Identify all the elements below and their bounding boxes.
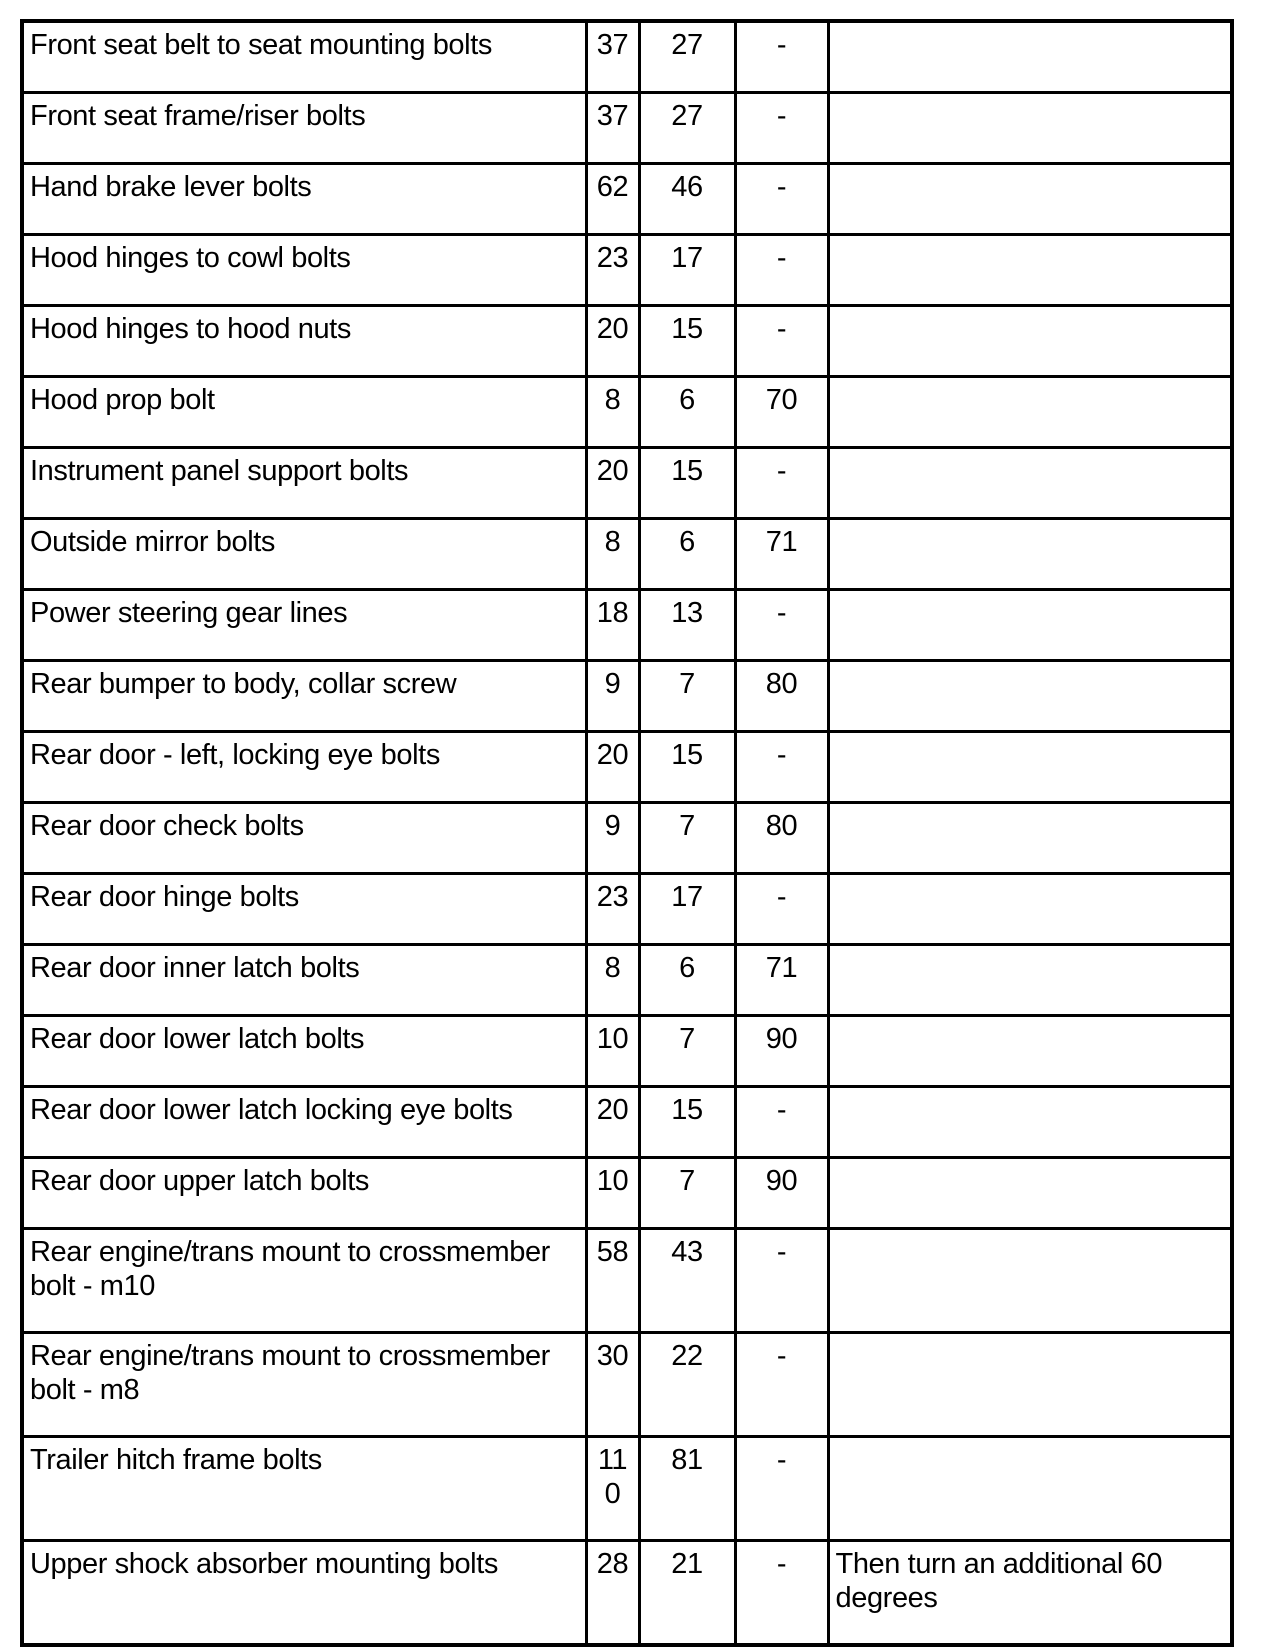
table-row <box>22 1540 1232 1645</box>
table-row <box>22 447 1232 518</box>
torque-inlb-cell: - <box>735 163 828 234</box>
torque-inlb-cell: 90 <box>735 1015 828 1086</box>
torque-nm-cell: 20 <box>586 305 639 376</box>
table-row <box>22 1228 1232 1332</box>
component-cell: Power steering gear lines <box>22 589 586 660</box>
torque-ftlb-cell: 17 <box>639 873 735 944</box>
note-cell <box>828 1015 1232 1086</box>
table-row <box>22 92 1232 163</box>
note-cell <box>828 163 1232 234</box>
torque-nm-cell: 20 <box>586 447 639 518</box>
torque-nm-cell: 9 <box>586 802 639 873</box>
note-cell <box>828 660 1232 731</box>
torque-ftlb-cell: 7 <box>639 802 735 873</box>
table-row <box>22 589 1232 660</box>
torque-ftlb-cell: 43 <box>639 1228 735 1332</box>
component-cell: Hood prop bolt <box>22 376 586 447</box>
note-cell <box>828 1332 1232 1436</box>
torque-spec-table <box>20 19 1234 1647</box>
torque-nm-cell: 37 <box>586 92 639 163</box>
torque-nm-cell: 8 <box>586 944 639 1015</box>
torque-inlb-cell: 71 <box>735 944 828 1015</box>
table-row <box>22 234 1232 305</box>
note-cell <box>828 21 1232 92</box>
note-cell <box>828 1228 1232 1332</box>
table-row <box>22 163 1232 234</box>
torque-nm-cell: 10 <box>586 1157 639 1228</box>
torque-ftlb-cell: 81 <box>639 1436 735 1540</box>
component-cell: Trailer hitch frame bolts <box>22 1436 586 1540</box>
table-row <box>22 1436 1232 1540</box>
torque-nm-cell: 28 <box>586 1540 639 1645</box>
component-cell: Upper shock absorber mounting bolts <box>22 1540 586 1645</box>
note-cell <box>828 92 1232 163</box>
component-cell: Rear engine/trans mount to crossmember bolt - m8 <box>22 1332 586 1436</box>
torque-inlb-cell: - <box>735 731 828 802</box>
torque-inlb-cell: - <box>735 1436 828 1540</box>
torque-inlb-cell: - <box>735 21 828 92</box>
torque-ftlb-cell: 7 <box>639 1015 735 1086</box>
torque-nm-cell: 37 <box>586 21 639 92</box>
torque-inlb-cell: 70 <box>735 376 828 447</box>
table-row <box>22 944 1232 1015</box>
torque-ftlb-cell: 15 <box>639 731 735 802</box>
torque-ftlb-cell: 27 <box>639 92 735 163</box>
note-cell <box>828 305 1232 376</box>
component-cell: Instrument panel support bolts <box>22 447 586 518</box>
note-cell <box>828 234 1232 305</box>
note-cell <box>828 731 1232 802</box>
note-cell <box>828 447 1232 518</box>
note-cell <box>828 589 1232 660</box>
torque-ftlb-cell: 6 <box>639 376 735 447</box>
component-cell: Hand brake lever bolts <box>22 163 586 234</box>
torque-inlb-cell: - <box>735 447 828 518</box>
component-cell: Rear door check bolts <box>22 802 586 873</box>
component-cell: Rear door lower latch bolts <box>22 1015 586 1086</box>
note-cell <box>828 376 1232 447</box>
note-cell <box>828 802 1232 873</box>
torque-inlb-cell: - <box>735 1332 828 1436</box>
torque-ftlb-cell: 15 <box>639 305 735 376</box>
torque-inlb-cell: - <box>735 873 828 944</box>
note-cell <box>828 1436 1232 1540</box>
torque-ftlb-cell: 22 <box>639 1332 735 1436</box>
torque-inlb-cell: - <box>735 1228 828 1332</box>
component-cell: Front seat belt to seat mounting bolts <box>22 21 586 92</box>
torque-ftlb-cell: 13 <box>639 589 735 660</box>
note-cell <box>828 873 1232 944</box>
table-row <box>22 305 1232 376</box>
note-cell <box>828 1086 1232 1157</box>
table-row <box>22 1086 1232 1157</box>
component-cell: Hood hinges to cowl bolts <box>22 234 586 305</box>
torque-inlb-cell: 90 <box>735 1157 828 1228</box>
torque-inlb-cell: 80 <box>735 802 828 873</box>
torque-nm-cell: 8 <box>586 518 639 589</box>
torque-inlb-cell: 80 <box>735 660 828 731</box>
table-row <box>22 1157 1232 1228</box>
torque-inlb-cell: - <box>735 1086 828 1157</box>
torque-ftlb-cell: 17 <box>639 234 735 305</box>
torque-nm-cell: 9 <box>586 660 639 731</box>
torque-nm-cell: 62 <box>586 163 639 234</box>
torque-nm-cell: 10 <box>586 1015 639 1086</box>
torque-nm-cell: 23 <box>586 234 639 305</box>
torque-inlb-cell: 71 <box>735 518 828 589</box>
torque-nm-cell: 23 <box>586 873 639 944</box>
table-row <box>22 1332 1232 1436</box>
torque-nm-cell: 30 <box>586 1332 639 1436</box>
torque-inlb-cell: - <box>735 234 828 305</box>
table-row <box>22 731 1232 802</box>
torque-nm-cell: 8 <box>586 376 639 447</box>
note-cell <box>828 944 1232 1015</box>
component-cell: Rear door hinge bolts <box>22 873 586 944</box>
note-cell <box>828 518 1232 589</box>
torque-ftlb-cell: 21 <box>639 1540 735 1645</box>
table-row <box>22 873 1232 944</box>
torque-nm-cell: 110 <box>586 1436 639 1540</box>
component-cell: Rear engine/trans mount to crossmember bolt - m10 <box>22 1228 586 1332</box>
component-cell: Rear bumper to body, collar screw <box>22 660 586 731</box>
torque-ftlb-cell: 46 <box>639 163 735 234</box>
torque-spec-rows <box>22 21 1232 1645</box>
note-cell: Then turn an additional 60 degrees <box>828 1540 1232 1645</box>
torque-inlb-cell: - <box>735 305 828 376</box>
document-page <box>20 19 1234 1647</box>
component-cell: Rear door inner latch bolts <box>22 944 586 1015</box>
torque-nm-cell: 20 <box>586 1086 639 1157</box>
torque-ftlb-cell: 15 <box>639 447 735 518</box>
torque-ftlb-cell: 6 <box>639 944 735 1015</box>
table-row <box>22 21 1232 92</box>
table-row <box>22 660 1232 731</box>
torque-nm-cell: 58 <box>586 1228 639 1332</box>
torque-ftlb-cell: 7 <box>639 1157 735 1228</box>
table-row <box>22 518 1232 589</box>
torque-inlb-cell: - <box>735 589 828 660</box>
torque-nm-cell: 18 <box>586 589 639 660</box>
table-row <box>22 1015 1232 1086</box>
table-row <box>22 802 1232 873</box>
component-cell: Rear door lower latch locking eye bolts <box>22 1086 586 1157</box>
torque-ftlb-cell: 15 <box>639 1086 735 1157</box>
component-cell: Hood hinges to hood nuts <box>22 305 586 376</box>
note-cell <box>828 1157 1232 1228</box>
torque-nm-cell: 20 <box>586 731 639 802</box>
torque-ftlb-cell: 27 <box>639 21 735 92</box>
component-cell: Outside mirror bolts <box>22 518 586 589</box>
torque-ftlb-cell: 7 <box>639 660 735 731</box>
torque-ftlb-cell: 6 <box>639 518 735 589</box>
component-cell: Rear door - left, locking eye bolts <box>22 731 586 802</box>
component-cell: Front seat frame/riser bolts <box>22 92 586 163</box>
torque-inlb-cell: - <box>735 1540 828 1645</box>
torque-inlb-cell: - <box>735 92 828 163</box>
table-row <box>22 376 1232 447</box>
component-cell: Rear door upper latch bolts <box>22 1157 586 1228</box>
